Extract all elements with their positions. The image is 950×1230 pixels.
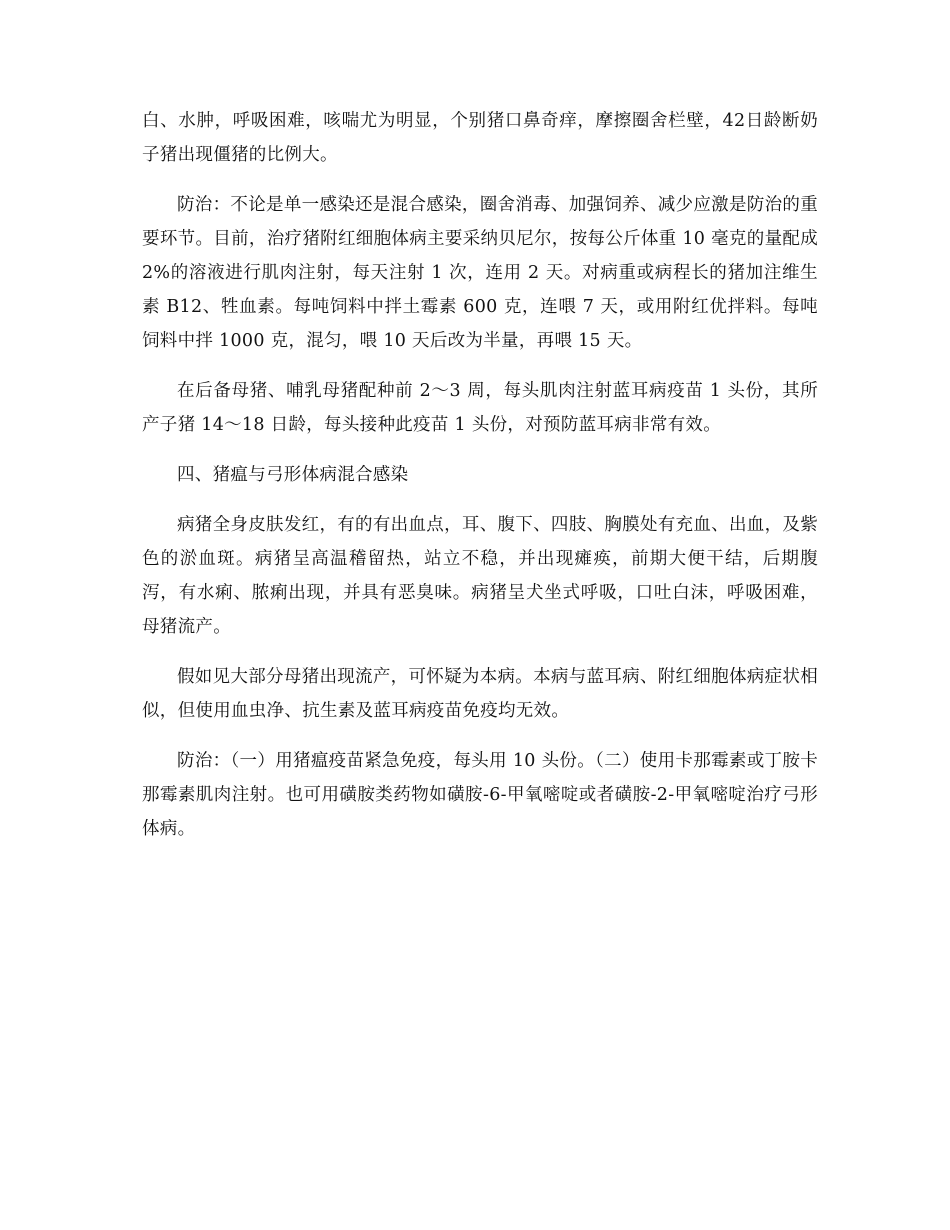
paragraph-diagnosis: 假如见大部分母猪出现流产，可怀疑为本病。本病与蓝耳病、附红细胞体病症状相似，但使用血虫净、抗生素及蓝耳病疫苗免疫均无效。 [142,667,818,721]
paragraph-csf-symptoms: 病猪全身皮肤发红，有的有出血点，耳、腹下、四肢、胸膜处有充血、出血，及紫色的淤血斑。病猪呈高温稽留热，站立不稳，并出现瘫痪，前期大便干结，后期腹泻，有水痢、脓痢出现，并具有恶臭味。病猪呈犬坐式呼吸，口吐白沫，呼吸困难，母猪流产。 [142,515,818,637]
paragraph-csf-treatment: 防治：（一）用猪瘟疫苗紧急免疫，每头用 10 头份。（二）使用卡那霉素或丁胺卡那霉素肌肉注射。也可用磺胺类药物如磺胺-6-甲氧嘧啶或者磺胺-2-甲氧嘧啶治疗弓形体病。 [142,751,818,839]
section-heading-csf-toxoplasmosis: 四、猪瘟与弓形体病混合感染 [177,465,409,485]
document-body [142,104,818,862]
paragraph-treatment-eperythrozoonosis: 防治：不论是单一感染还是混合感染，圈舍消毒、加强饲养、减少应激是防治的重要环节。目前，治疗猪附红细胞体病主要采纳贝尼尔，按每公斤体重 10 毫克的量配成 2%的溶液进行肌肉注射，每天注射 1 次，连用 2 天。对病重或病程长的猪加注维生素 B12、牲血素。每吨饲料中拌土霉素 600 克，连喂 7 天，或用附红优拌料。每吨饲料中拌 1000 克，混匀，喂 10 天后改为半量，再喂 15 天。 [142,195,818,351]
paragraph-prrs-vaccination: 在后备母猪、哺乳母猪配种前 2～3 周，每头肌肉注射蓝耳病疫苗 1 头份，其所产子猪 14～18 日龄，每头接种此疫苗 1 头份，对预防蓝耳病非常有效。 [142,381,818,435]
paragraph-symptoms-continued: 白、水肿，呼吸困难，咳喘尤为明显，个别猪口鼻奇痒，摩擦圈舍栏壁，42日龄断奶子猪出现僵猪的比例大。 [142,111,818,165]
